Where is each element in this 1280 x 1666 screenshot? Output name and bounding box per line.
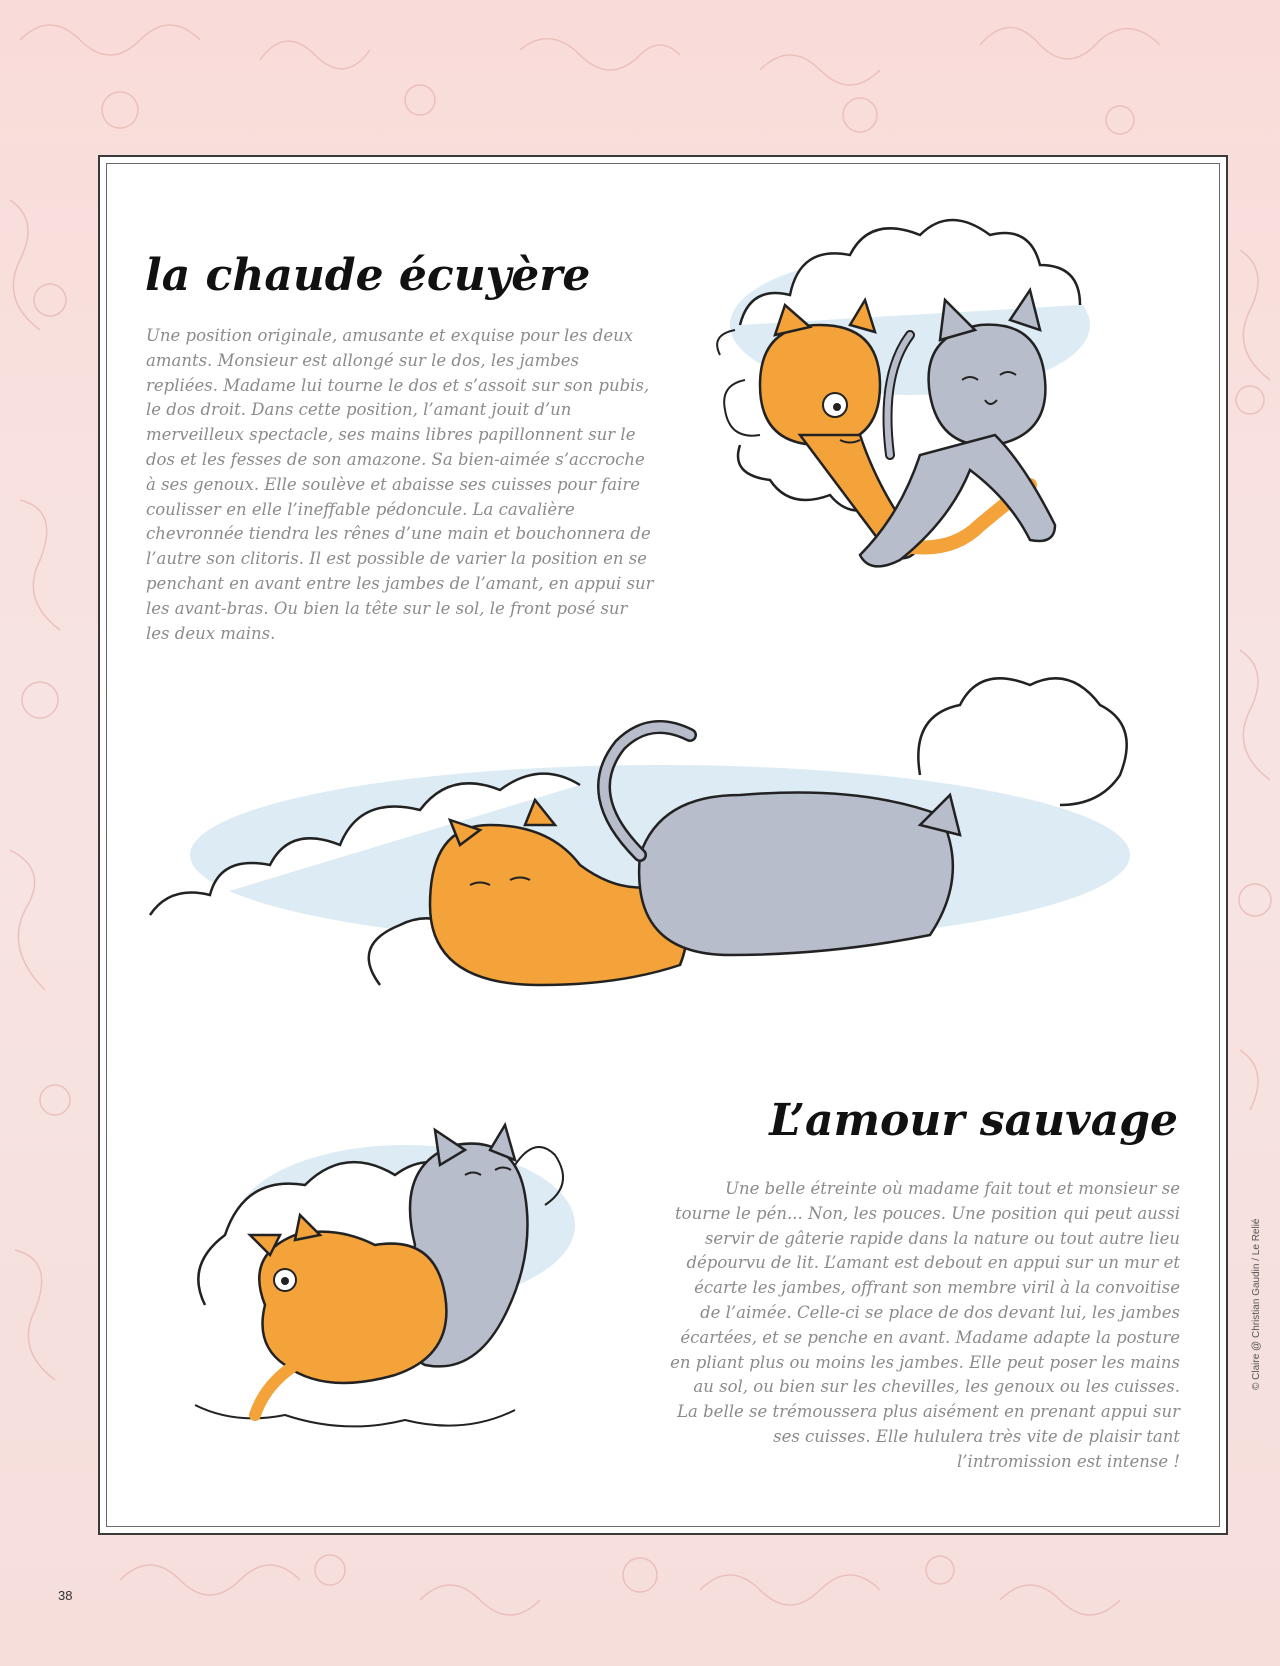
page-number: 38 (58, 1588, 73, 1603)
illustration-chaude-ecuyere (700, 205, 1120, 610)
section-1-title: la chaude écuyère (145, 250, 591, 301)
section-1-paragraph: Une position originale, amusante et exquise pour les deux amants. Monsieur est allongé sur le dos, les jambes repliées. Madame lui tourne le dos et s’assoit sur son pubis, le dos droit. Dans cette position, l’amant jouit d’un merveilleux spectacle, ses mains libres papillonnent sur le dos et les fesses de son amazone. Sa bien-aimée s’accroche à ses genoux. Elle soulève et abaisse ses cuisses pour faire coulisser en elle l’ineffable pédoncule. La cavalière chevronnée tiendra les rênes d’une main et bouchonnera de l’autre son clitoris. Il est possible de varier la position en se penchant en avant entre les jambes de l’amant, en appui sur les avant-bras. Ou bien la tête sur le sol, le front posé sur les deux mains. (146, 326, 654, 643)
illustration-middle (140, 655, 1140, 1040)
section-2-title: L’amour sauvage (769, 1095, 1178, 1146)
section-2-paragraph: Une belle étreinte où madame fait tout et monsieur se tourne le pén... Non, les pouces. Une position qui peut aussi servir de gâterie rapide dans la nature ou tout autre lieu dépourvu de lit. L’amant est debout en appui sur un mur et écarte les jambes, offrant son membre viril à la convoitise de l’aimée. Celle-ci se place de dos devant lui, les jambes écartées, et se penche en avant. Madame adapte la posture en pliant plus ou moins les jambes. Elle peut poser les mains au sol, ou bien sur les chevilles, les genoux ou les cuisses. La belle se trémoussera plus aisément en prenant appui sur ses cuisses. Elle hululera très vite de plaisir tant l’intromission est intense ! (670, 1179, 1180, 1471)
copyright-credit: © Claire @ Christian Gaudin / Le Relié (1251, 1218, 1262, 1390)
illustration-amour-sauvage (175, 1105, 595, 1450)
